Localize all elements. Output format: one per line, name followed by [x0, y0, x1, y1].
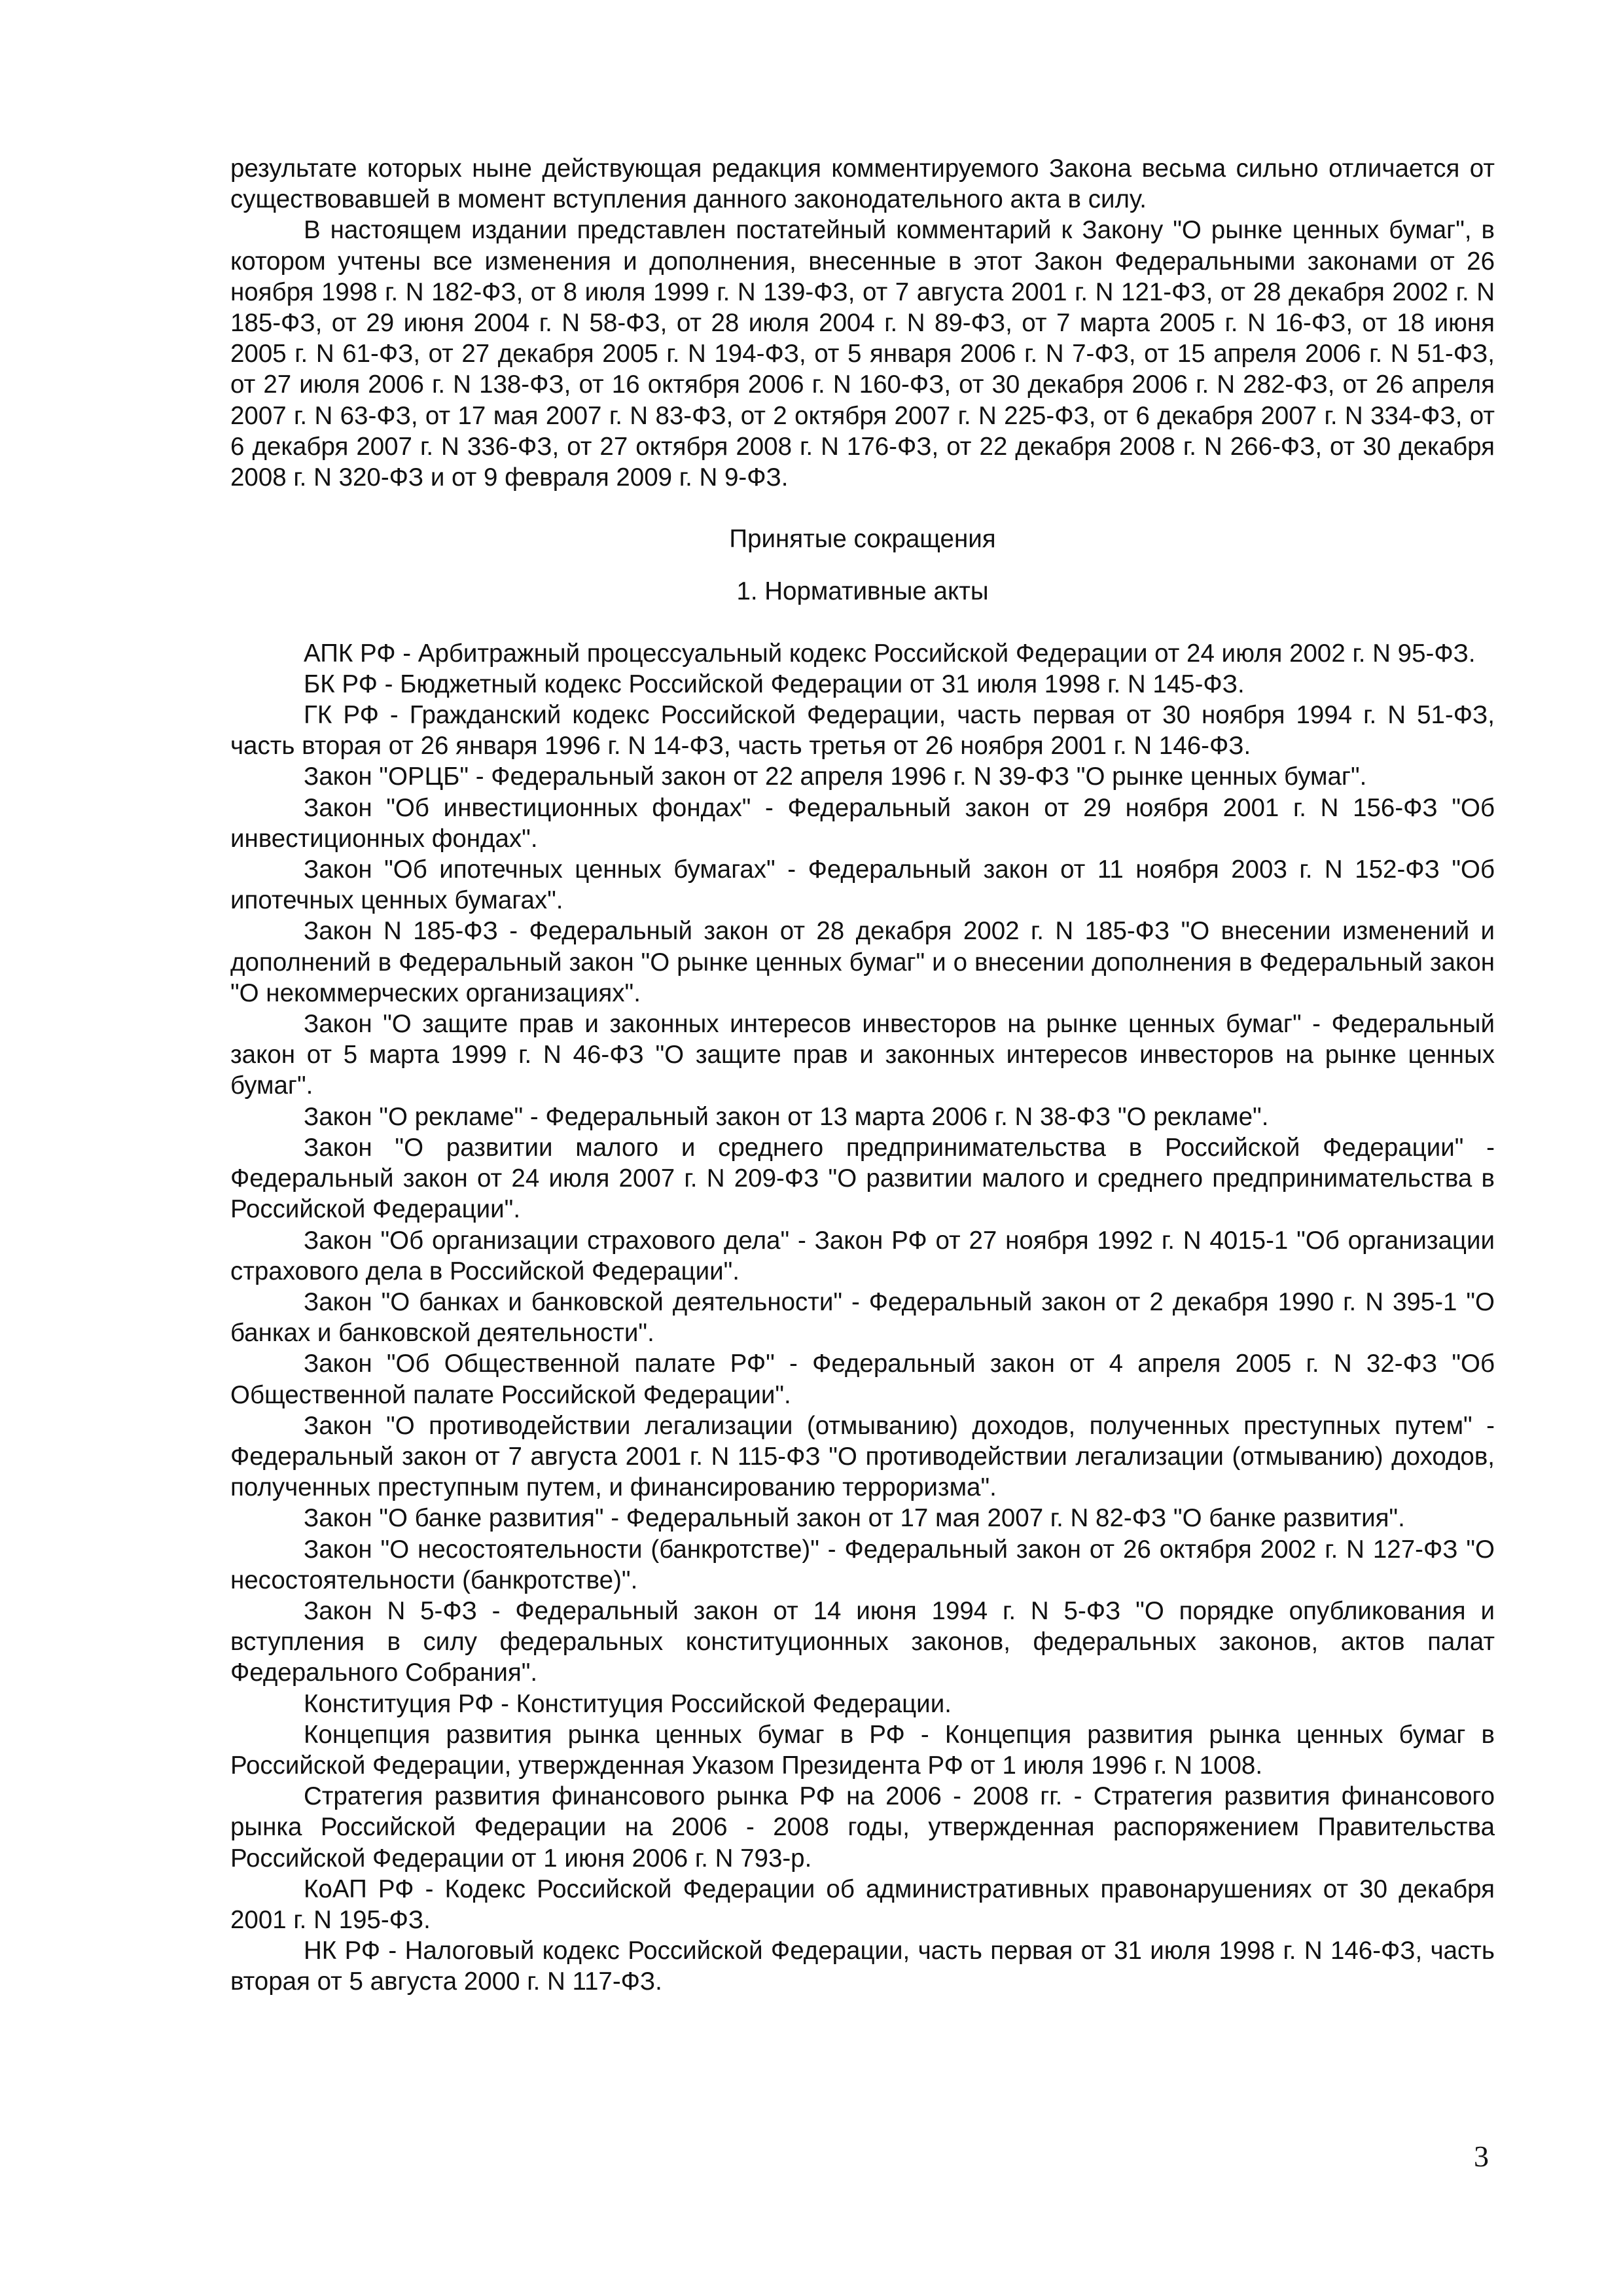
abbreviation-item: НК РФ - Налоговый кодекс Российской Федерации, часть первая от 31 июля 1998 г. N 146-ФЗ, часть вторая от 5 августа 2000 г. N 117-ФЗ.: [230, 1937, 1495, 1996]
abbreviation-item: ГК РФ - Гражданский кодекс Российской Федерации, часть первая от 30 ноября 1994 г. N 51-ФЗ, часть вторая от 26 января 1996 г. N 14-ФЗ, часть третья от 26 ноября 2001 г. N 146-ФЗ.: [230, 701, 1495, 761]
page-number: 3: [1474, 2140, 1489, 2173]
abbreviation-item: Закон "Об инвестиционных фондах" - Федеральный закон от 29 ноября 2001 г. N 156-ФЗ "Об инвестиционных фондах".: [230, 793, 1495, 853]
abbreviation-item: Закон "О несостоятельности (банкротстве)" - Федеральный закон от 26 октября 2002 г. N 127-ФЗ "О несостоятельности (банкротстве)".: [230, 1535, 1495, 1594]
abbreviation-item: Стратегия развития финансового рынка РФ на 2006 - 2008 гг. - Стратегия развития финансового рынка Российской Федерации на 2006 - 2008 годы, утвержденная распоряжением Правительства Российской Федерации от 1 июня 2006 г. N 793-р.: [230, 1782, 1495, 1873]
abbreviation-item: Закон "О защите прав и законных интересов инвесторов на рынке ценных бумаг" - Федеральный закон от 5 марта 1999 г. N 46-ФЗ "О защите прав и законных интересов инвесторов на рынке ценных бумаг".: [230, 1010, 1495, 1100]
abbreviation-item: БК РФ - Бюджетный кодекс Российской Федерации от 31 июля 1998 г. N 145-ФЗ.: [304, 670, 1245, 698]
abbreviation-item: Закон "О противодействии легализации (отмыванию) доходов, полученных преступных путем" - Федеральный закон от 7 августа 2001 г. N 115-ФЗ "О противодействии легализации (отмыванию) доходов, полученных преступным путем, и финансированию терроризма".: [230, 1411, 1495, 1502]
intro-paragraph-continuation: результате которых ныне действующая редакция комментируемого Закона весьма сильно отличается от существовавшей в момент вступления данного законодательного акта в силу.: [230, 154, 1495, 214]
abbreviation-item: Закон "О банке развития" - Федеральный закон от 17 мая 2007 г. N 82-ФЗ "О банке развития".: [304, 1504, 1405, 1533]
document-page: [230, 153, 1495, 1998]
abbreviation-item: АПК РФ - Арбитражный процессуальный кодекс Российской Федерации от 24 июля 2002 г. N 95-ФЗ.: [304, 639, 1476, 668]
abbreviation-item: Закон N 5-ФЗ - Федеральный закон от 14 июня 1994 г. N 5-ФЗ "О порядке опубликования и вступления в силу федеральных конституционных законов, федеральных законов, актов палат Федерального Собрания".: [230, 1596, 1495, 1687]
abbreviation-item: Закон "О банках и банковской деятельности" - Федеральный закон от 2 декабря 1990 г. N 395-1 "О банках и банковской деятельности".: [230, 1287, 1495, 1348]
abbreviation-item: Закон "Об ипотечных ценных бумагах" - Федеральный закон от 11 ноября 2003 г. N 152-ФЗ "Об ипотечных ценных бумагах".: [230, 855, 1495, 915]
abbreviation-item: Концепция развития рынка ценных бумаг в РФ - Концепция развития рынка ценных бумаг в Российской Федерации, утвержденная Указом Президента РФ от 1 июля 1996 г. N 1008.: [230, 1720, 1495, 1780]
abbreviations-list: [230, 638, 1495, 1998]
subsection-title: 1. Нормативные акты: [736, 577, 989, 606]
abbreviation-item: Закон "Об Общественной палате РФ" - Федеральный закон от 4 апреля 2005 г. N 32-ФЗ "Об Общественной палате Российской Федерации".: [230, 1350, 1495, 1409]
abbreviation-item: Закон N 185-ФЗ - Федеральный закон от 28 декабря 2002 г. N 185-ФЗ "О внесении изменений и дополнений в Федеральный закон "О рынке ценных бумаг" и о внесении дополнения в Федеральный закон "О некоммерческих организациях".: [230, 917, 1495, 1007]
abbreviation-item: Закон "Об организации страхового дела" - Закон РФ от 27 ноября 1992 г. N 4015-1 "Об организации страхового дела в Российской Федерации".: [230, 1226, 1495, 1285]
abbreviation-item: КоАП РФ - Кодекс Российской Федерации об административных правонарушениях от 30 декабря 2001 г. N 195-ФЗ.: [230, 1874, 1495, 1934]
abbreviation-item: Закон "ОРЦБ" - Федеральный закон от 22 апреля 1996 г. N 39-ФЗ "О рынке ценных бумаг".: [304, 762, 1367, 791]
abbreviation-item: Конституция РФ - Конституция Российской Федерации.: [304, 1689, 952, 1718]
intro-paragraph-edition-note: В настоящем издании представлен постатейный комментарий к Закону "О рынке ценных бумаг", в котором учтены все изменения и дополнения, внесенные в этот Закон Федеральными законами от 26 ноября 1998 г. N 182-ФЗ, от 8 июля 1999 г. N 139-ФЗ, от 7 августа 2001 г. N 121-ФЗ, от 28 декабря 2002 г. N 185-ФЗ, от 29 июня 2004 г. N 58-ФЗ, от 28 июля 2004 г. N 89-ФЗ, от 7 марта 2005 г. N 16-ФЗ, от 18 июня 2005 г. N 61-ФЗ, от 27 декабря 2005 г. N 194-ФЗ, от 5 января 2006 г. N 7-ФЗ, от 15 апреля 2006 г. N 51-ФЗ, от 27 июля 2006 г. N 138-ФЗ, от 16 октября 2006 г. N 160-ФЗ, от 30 декабря 2006 г. N 282-ФЗ, от 26 апреля 2007 г. N 63-ФЗ, от 17 мая 2007 г. N 83-ФЗ, от 2 октября 2007 г. N 225-ФЗ, от 6 декабря 2007 г. N 334-ФЗ, от 6 декабря 2007 г. N 336-ФЗ, от 27 октября 2008 г. N 176-ФЗ, от 22 декабря 2008 г. N 266-ФЗ, от 30 декабря 2008 г. N 320-ФЗ и от 9 февраля 2009 г. N 9-ФЗ.: [230, 216, 1495, 492]
abbreviation-item: Закон "О рекламе" - Федеральный закон от 13 марта 2006 г. N 38-ФЗ "О рекламе".: [304, 1102, 1269, 1131]
section-title: Принятые сокращения: [729, 525, 996, 554]
abbreviation-item: Закон "О развитии малого и среднего предпринимательства в Российской Федерации" - Федеральный закон от 24 июля 2007 г. N 209-ФЗ "О развитии малого и среднего предпринимательства в Российской Федерации".: [230, 1133, 1495, 1224]
